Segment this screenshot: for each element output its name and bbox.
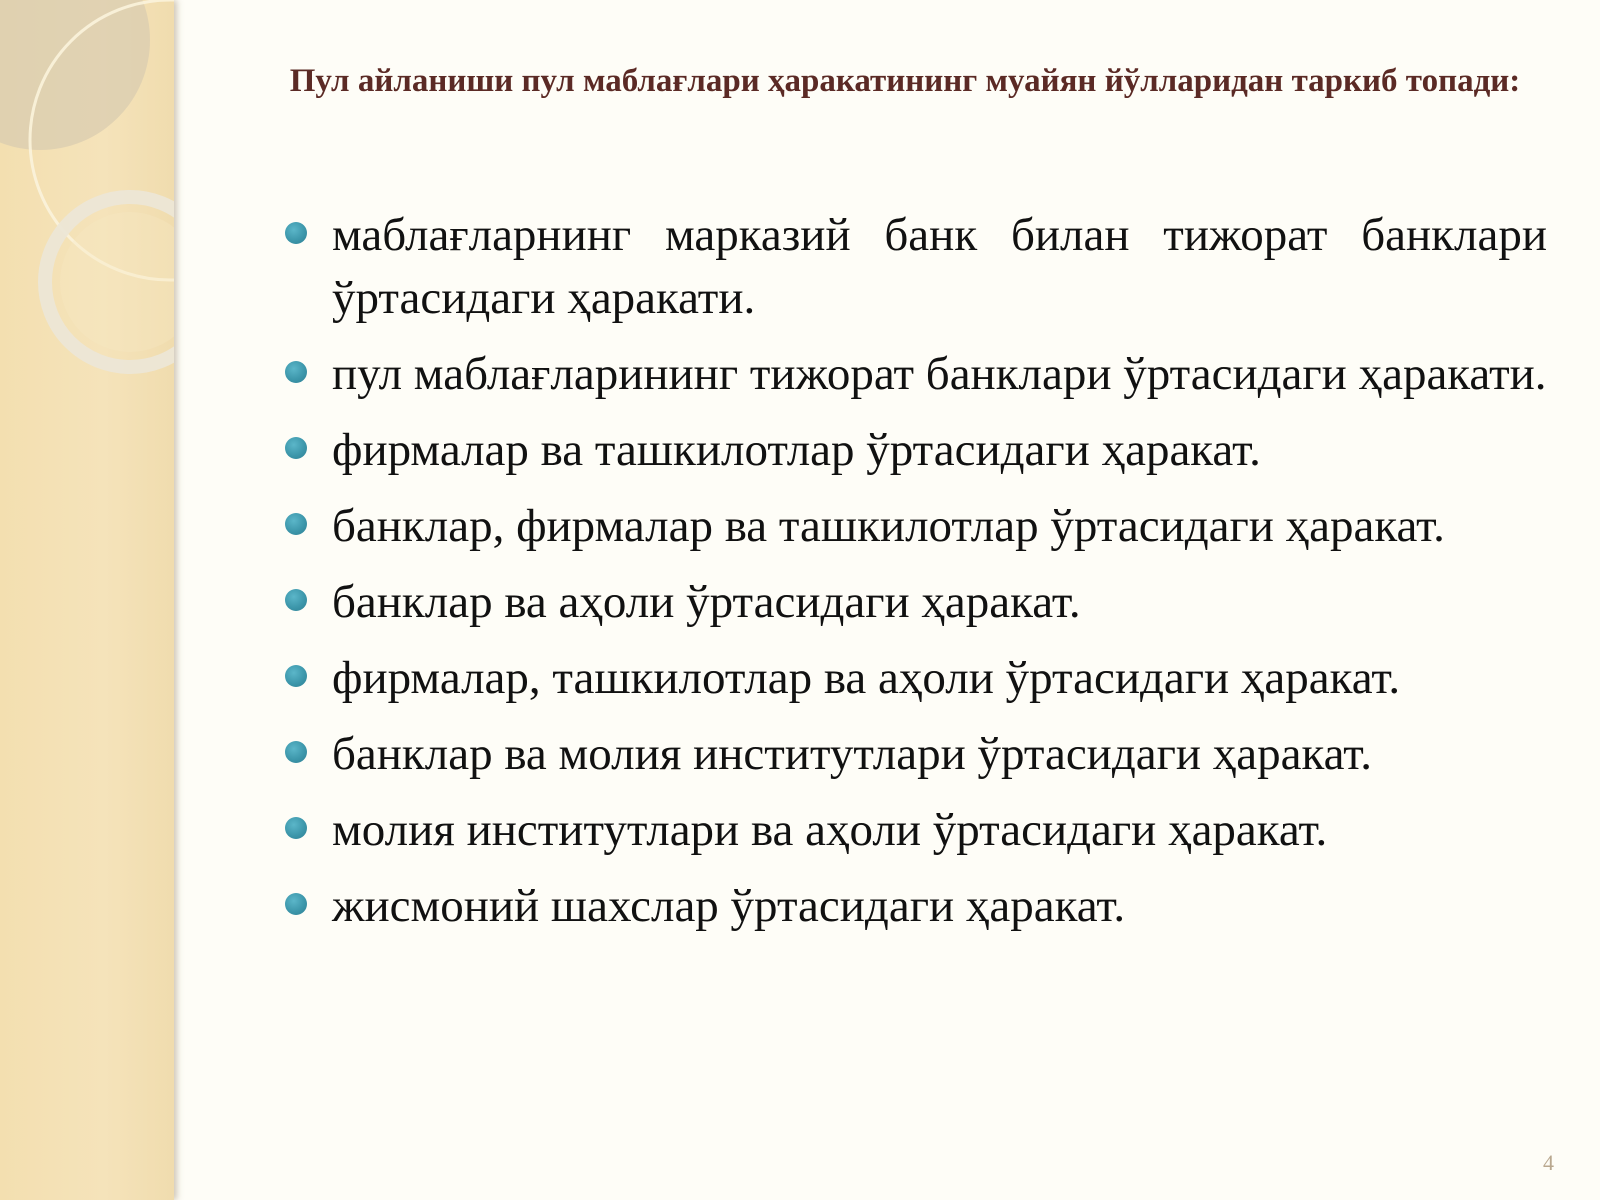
bullet-icon bbox=[285, 817, 307, 839]
bullet-text: фирмалар, ташкилотлар ва аҳоли ўртасидаги ҳаракат. bbox=[332, 652, 1401, 704]
list-item bbox=[282, 647, 1547, 710]
bullet-icon bbox=[285, 513, 307, 535]
bullet-icon bbox=[285, 361, 307, 383]
bullet-text: пул маблағларининг тижорат банклари ўртасидаги ҳаракати. bbox=[332, 348, 1547, 400]
slide-title: Пул айланиши пул маблағлари ҳаракатининг муайян йўлларидан таркиб топади: bbox=[289, 63, 1521, 99]
bullet-text: жисмоний шахслар ўртасидаги ҳаракат. bbox=[332, 880, 1126, 932]
page-number: 4 bbox=[1543, 1150, 1554, 1175]
list-item bbox=[282, 875, 1547, 938]
bullet-icon bbox=[285, 893, 307, 915]
list-item bbox=[282, 571, 1547, 634]
bullet-icon bbox=[285, 222, 307, 244]
bullet-icon bbox=[285, 437, 307, 459]
bullet-icon bbox=[285, 665, 307, 687]
bullet-text: банклар, фирмалар ва ташкилотлар ўртасидаги ҳаракат. bbox=[332, 500, 1445, 552]
bullet-icon bbox=[285, 589, 307, 611]
list-item bbox=[282, 419, 1547, 482]
bullet-text: маблағларнинг марказий банк билан тижорат банклари ўртасидаги ҳаракати. bbox=[332, 209, 1547, 324]
bullet-icon bbox=[285, 741, 307, 763]
bullet-text: банклар ва молия институтлари ўртасидаги ҳаракат. bbox=[332, 728, 1373, 780]
bullet-text: банклар ва аҳоли ўртасидаги ҳаракат. bbox=[332, 576, 1081, 628]
left-decorative-panel bbox=[0, 0, 174, 1200]
list-item bbox=[282, 723, 1547, 786]
bullet-text: молия институтлари ва аҳоли ўртасидаги ҳаракат. bbox=[332, 804, 1328, 856]
list-item bbox=[282, 495, 1547, 558]
list-item bbox=[282, 799, 1547, 862]
rings-decoration-icon bbox=[0, 0, 174, 1200]
bullet-list bbox=[282, 204, 1547, 951]
bullet-text: фирмалар ва ташкилотлар ўртасидаги ҳаракат. bbox=[332, 424, 1261, 476]
list-item bbox=[282, 343, 1547, 406]
list-item bbox=[282, 204, 1547, 330]
